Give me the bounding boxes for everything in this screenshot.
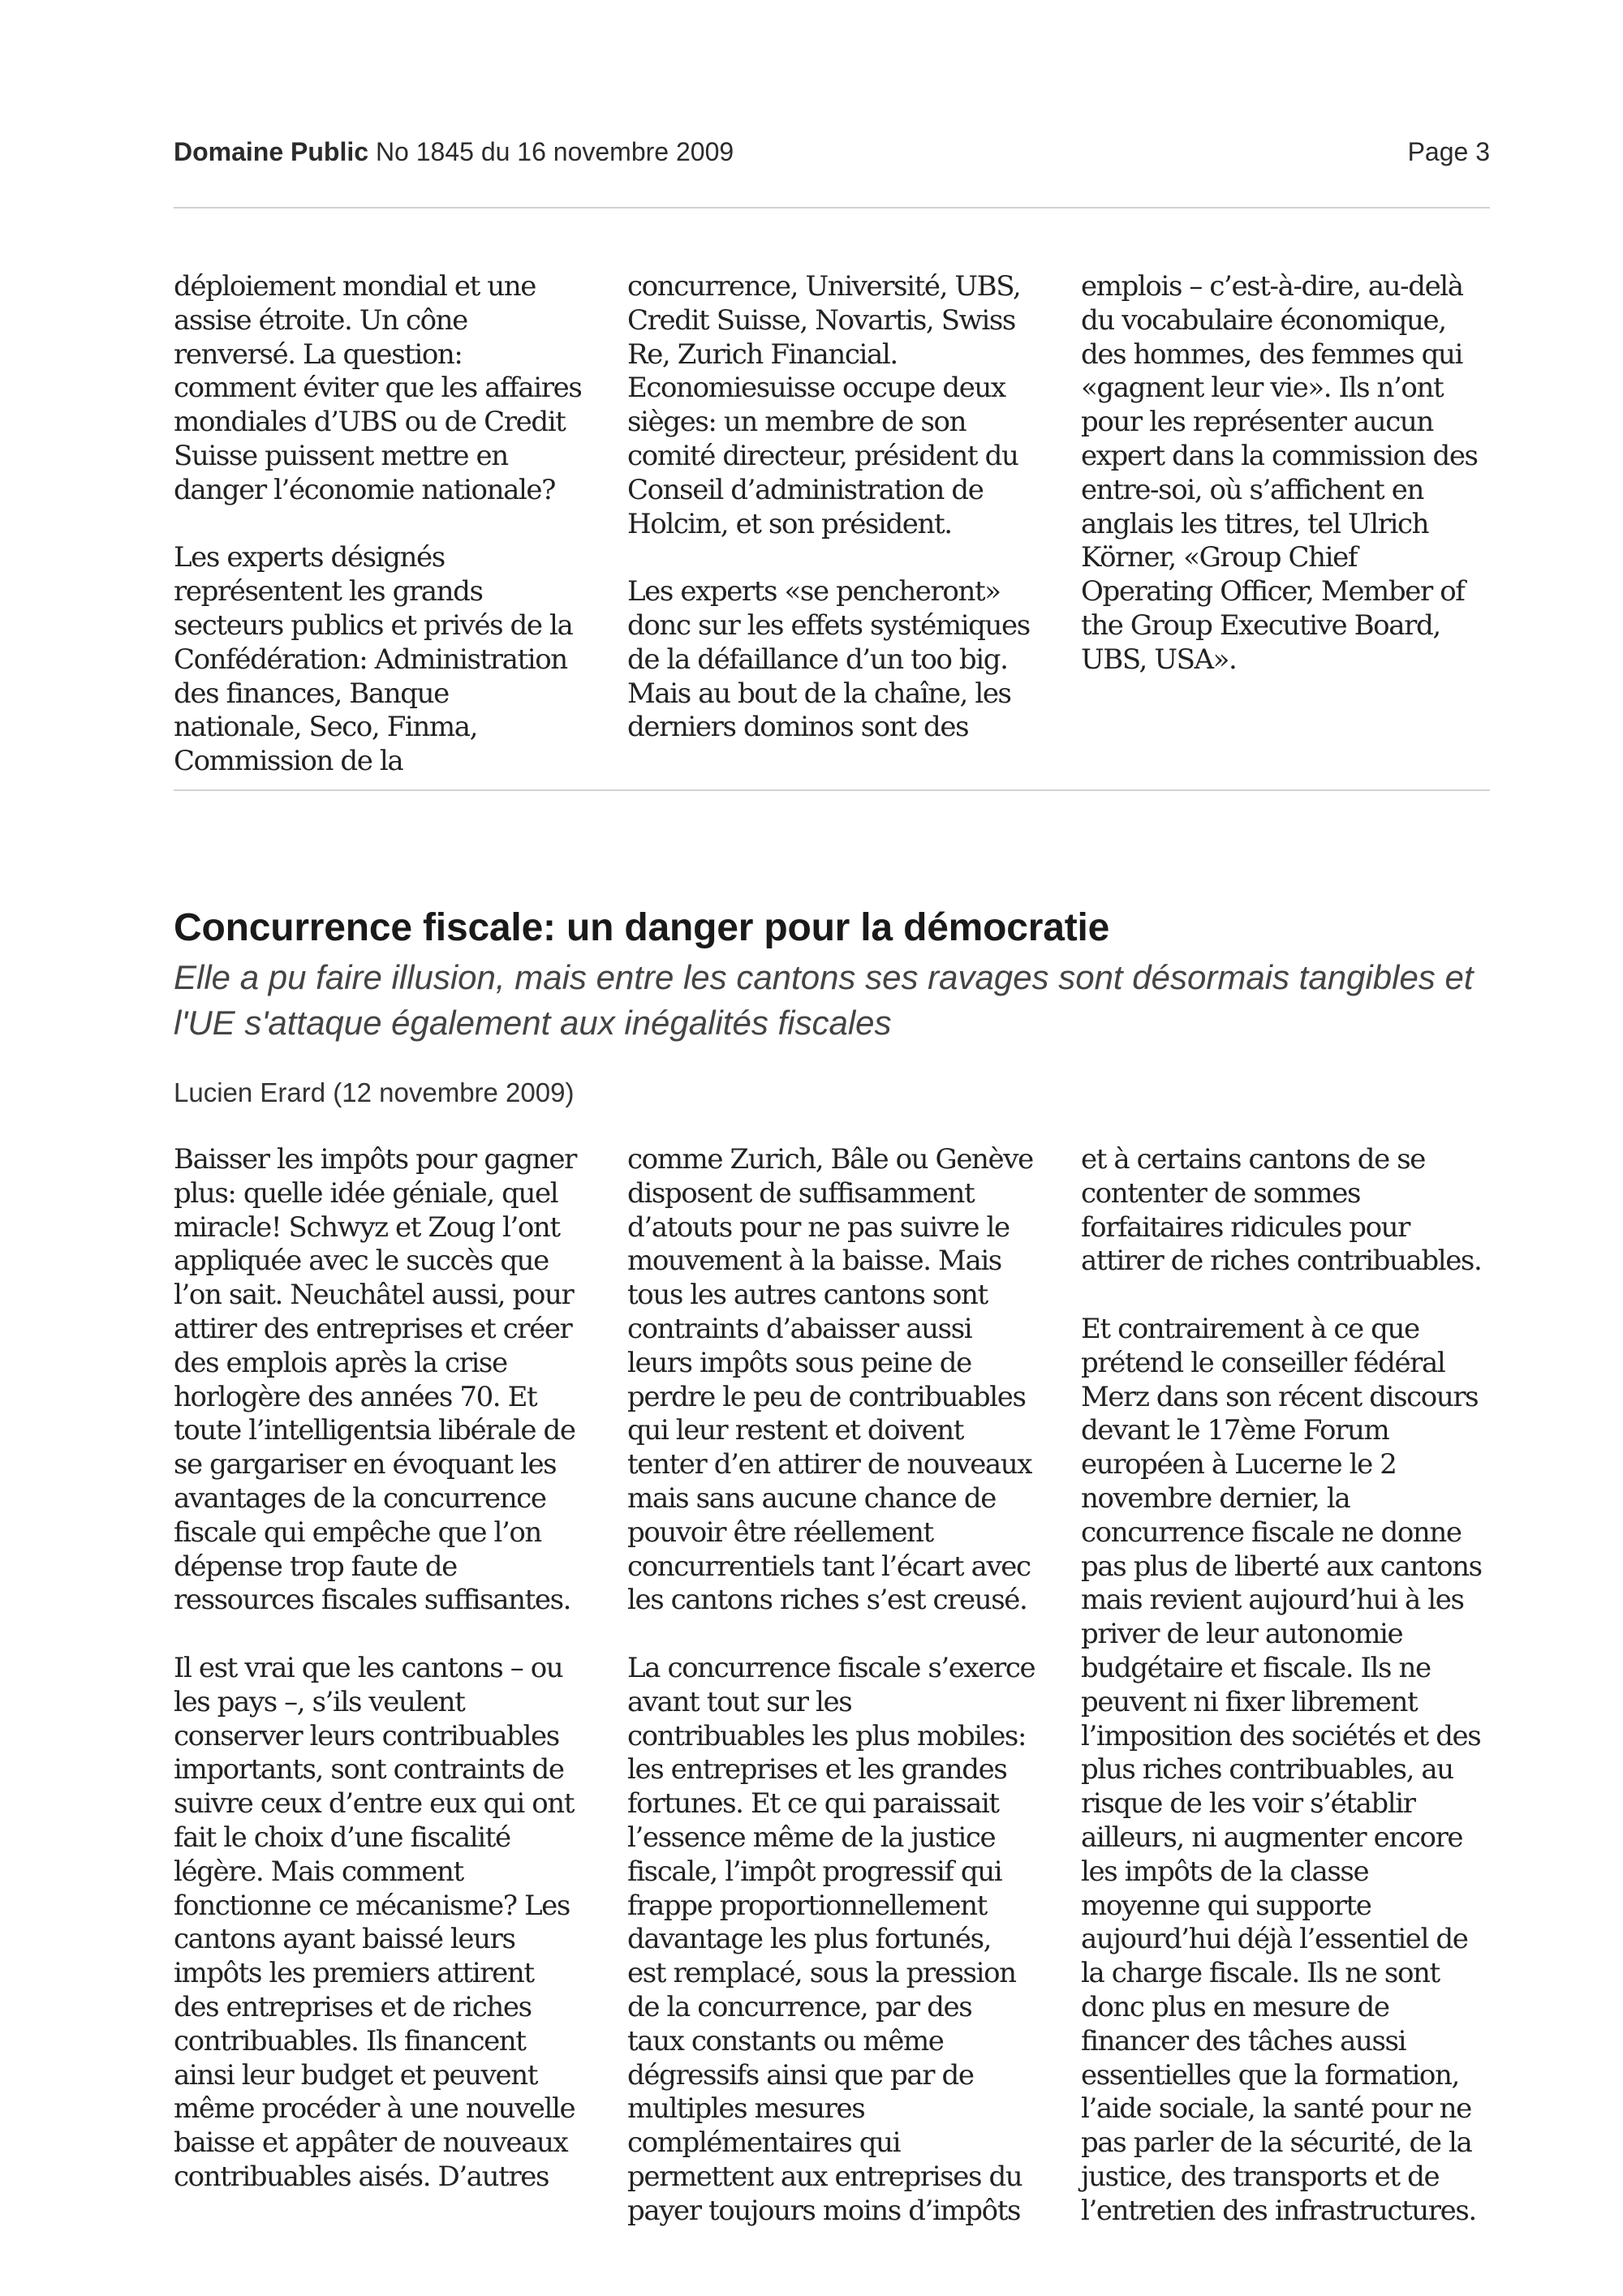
- page-header: [174, 132, 1490, 171]
- issue-info: No 1845 du 16 novembre 2009: [375, 137, 734, 166]
- continued-column-1: [174, 270, 582, 779]
- header-divider: [174, 207, 1490, 209]
- article-subtitle: Elle a pu faire illusion, mais entre les cantons ses ravages sont désormais tangibles et l'UE s'attaque également aux inégalités fiscales: [174, 958, 1474, 1042]
- paragraph: comme Zurich, Bâle ou Genève disposent de suffisamment d’atouts pour ne pas suivre le mouvement à la baisse. Mais tous les autres cantons sont contraints d’abaisser aussi leurs impôts sous peine de perdre le peu de contribuables qui leur restent et doivent tenter d’en attirer de nouveaux mais sans aucune chance de pouvoir être réellement concurrentiels tant l’écart avec les cantons riches s’est creusé.: [627, 1143, 1033, 1617]
- article-columns: [174, 1143, 1490, 2229]
- continued-article-columns: [174, 270, 1490, 779]
- continued-column-3: [1081, 270, 1489, 779]
- paragraph: Et contrairement à ce que prétend le conseiller fédéral Merz dans son récent discours devant le 17ème Forum européen à Lucerne le 2 novembre dernier, la concurrence fiscale ne donne pas plus de liberté aux cantons mais revient aujourd’hui à les priver de leur autonomie budgétaire et fiscale. Ils ne peuvent ni fixer librement l’imposition des sociétés et des plus riches contribuables, au risque de les voir s’établir ailleurs, ni augmenter encore les impôts de la classe moyenne qui supporte aujourd’hui déjà l’essentiel de la charge fiscale. Ils ne sont donc plus en mesure de financer des tâches aussi essentielles que la formation, l’aide sociale, la santé pour ne pas parler de la sécurité, de la justice, des transports et de l’entretien des infrastructures.: [1081, 1312, 1482, 2227]
- article-title: Concurrence fiscale: un danger pour la démocratie: [174, 906, 1110, 949]
- publication-info: [174, 132, 734, 171]
- page-number: Page 3: [1407, 137, 1490, 166]
- article-column-2: [627, 1143, 1035, 2229]
- paragraph: Baisser les impôts pour gagner plus: quelle idée géniale, quel miracle! Schwyz et Zoug l’ont appliquée avec le succès que l’on sait. Neuchâtel aussi, pour attirer des entreprises et créer des emplois après la crise horlogère des années 70. Et toute l’intelligentsia libérale de se gargariser en évoquant les avantages de la concurrence fiscale qui empêche que l’on dépense trop faute de ressources fiscales suffisantes.: [174, 1143, 576, 1617]
- article-column-1: [174, 1143, 582, 2229]
- continued-column-2: [627, 270, 1035, 779]
- paragraph: Les experts «se pencheront» donc sur les effets systémiques de la défaillance d’un too big. Mais au bout de la chaîne, les derniers dominos sont des: [627, 575, 1030, 744]
- paragraph: emplois – c’est-à-dire, au-delà du vocabulaire économique, des hommes, des femmes qui «gagnent leur vie». Ils n’ont pour les représenter aucun expert dans la commission des entre-soi, où s’affichent en anglais les titres, tel Ulrich Körner, «Group Chief Operating Officer, Member of the Group Executive Board, UBS, USA».: [1081, 270, 1478, 676]
- paragraph: Les experts désignés représentent les grands secteurs publics et privés de la Confédération: Administration des finances, Banque nationale, Seco, Finma, Commission de la: [174, 541, 573, 778]
- publication-name: Domaine Public: [174, 137, 369, 166]
- article-divider: [174, 789, 1490, 791]
- paragraph: et à certains cantons de se contenter de sommes forfaitaires ridicules pour attirer de riches contribuables.: [1081, 1143, 1482, 1278]
- article-column-3: [1081, 1143, 1489, 2229]
- paragraph: La concurrence fiscale s’exerce avant tout sur les contribuables les plus mobiles: les entreprises et les grandes fortunes. Et ce qui paraissait l’essence même de la justice fiscale, l’impôt progressif qui frappe proportionnellement davantage les plus fortunés, est remplacé, sous la pression de la concurrence, par des taux constants ou même dégressifs ainsi que par de multiples mesures complémentaires qui permettent aux entreprises du payer toujours moins d’impôts: [627, 1651, 1035, 2227]
- paragraph: déploiement mondial et une assise étroite. Un cône renversé. La question: comment éviter que les affaires mondiales d’UBS ou de Credit Suisse puissent mettre en danger l’économie nationale?: [174, 270, 582, 506]
- paragraph: Il est vrai que les cantons – ou les pays –, s’ils veulent conserver leurs contribuables importants, sont contraints de suivre ceux d’entre eux qui ont fait le choix d’une fiscalité légère. Mais comment fonctionne ce mécanisme? Les cantons ayant baissé leurs impôts les premiers attirent des entreprises et de riches contribuables. Ils financent ainsi leur budget et peuvent même procéder à une nouvelle baisse et appâter de nouveaux contribuables aisés. D’autres: [174, 1651, 575, 2193]
- paragraph: concurrence, Université, UBS, Credit Suisse, Novartis, Swiss Re, Zurich Financial. Economiesuisse occupe deux sièges: un membre de son comité directeur, président du Conseil d’administration de Holcim, et son président.: [627, 270, 1021, 540]
- article-byline: Lucien Erard (12 novembre 2009): [174, 1077, 575, 1107]
